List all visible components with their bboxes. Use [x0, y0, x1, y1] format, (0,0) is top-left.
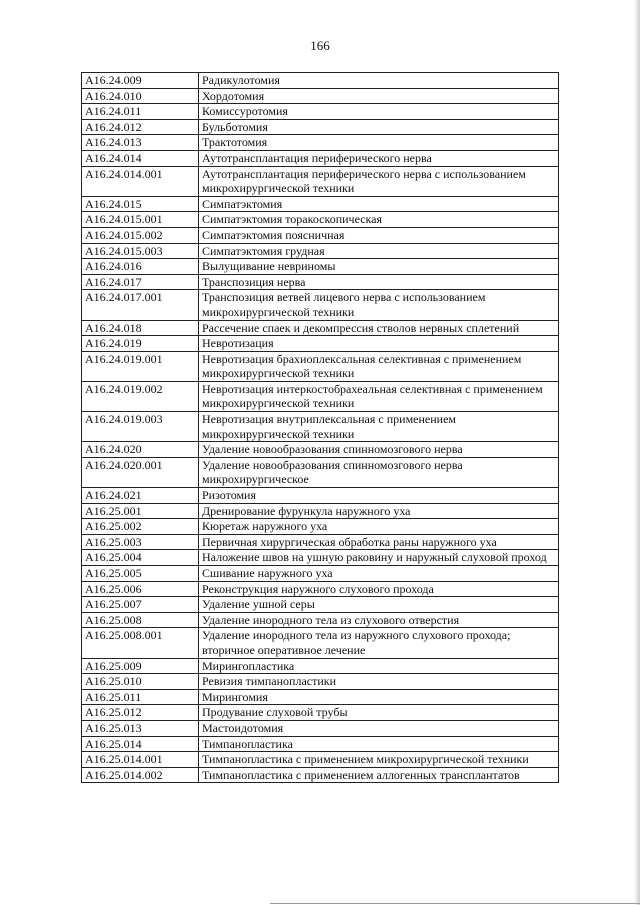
procedure-name-cell: Невротизация брахиоплексальная селективная с применением микрохирургической техники	[199, 351, 559, 381]
procedure-code-cell: A16.24.021	[82, 488, 199, 504]
table-row	[82, 566, 559, 582]
procedure-code-cell: A16.24.018	[82, 320, 199, 336]
procedure-name-cell: Комиссуротомия	[199, 104, 559, 120]
table-row	[82, 550, 559, 566]
table-row	[82, 457, 559, 487]
procedure-name-cell: Кюретаж наружного уха	[199, 519, 559, 535]
procedure-name-cell: Симпатэктомия	[199, 196, 559, 212]
table-row	[82, 720, 559, 736]
procedure-name-cell: Симпатэктомия грудная	[199, 243, 559, 259]
procedure-code-cell: A16.24.017	[82, 274, 199, 290]
procedure-name-cell: Симпатэктомия торакоскопическая	[199, 212, 559, 228]
table-row	[82, 534, 559, 550]
procedure-code-cell: A16.25.003	[82, 534, 199, 550]
table-row	[82, 519, 559, 535]
scan-edge-shadow	[634, 0, 640, 905]
table-row	[82, 674, 559, 690]
procedure-code-cell: A16.25.013	[82, 720, 199, 736]
table-row	[82, 320, 559, 336]
procedure-code-cell: A16.24.015	[82, 196, 199, 212]
table-row	[82, 581, 559, 597]
procedure-name-cell: Удаление новообразования спинномозгового нерва	[199, 442, 559, 458]
table-row	[82, 767, 559, 783]
table-row	[82, 705, 559, 721]
procedure-code-cell: A16.24.011	[82, 104, 199, 120]
table-row	[82, 135, 559, 151]
procedure-name-cell: Тимпанопластика	[199, 736, 559, 752]
table-row	[82, 104, 559, 120]
procedure-code-cell: A16.24.013	[82, 135, 199, 151]
table-row	[82, 412, 559, 442]
procedure-name-cell: Реконструкция наружного слухового прохода	[199, 581, 559, 597]
procedure-code-cell: A16.25.001	[82, 503, 199, 519]
procedure-name-cell: Продувание слуховой трубы	[199, 705, 559, 721]
procedure-name-cell: Аутотрансплантация периферического нерва с использованием микрохирургической техники	[199, 166, 559, 196]
procedure-name-cell: Ризотомия	[199, 488, 559, 504]
procedure-code-cell: A16.25.010	[82, 674, 199, 690]
procedure-name-cell: Мирингомия	[199, 689, 559, 705]
procedure-codes-table	[81, 72, 559, 783]
table-row	[82, 166, 559, 196]
procedure-name-cell: Невротизация внутриплексальная с применением микрохирургической техники	[199, 412, 559, 442]
procedure-name-cell: Вылущивание невриномы	[199, 259, 559, 275]
procedure-name-cell: Транспозиция ветвей лицевого нерва с использованием микрохирургической техники	[199, 290, 559, 320]
procedure-code-cell: A16.25.014	[82, 736, 199, 752]
procedure-name-cell: Удаление новообразования спинномозгового нерва микрохирургическое	[199, 457, 559, 487]
procedure-name-cell: Невротизация интеркостобрахеальная селективная с применением микрохирургической техники	[199, 381, 559, 411]
table-row	[82, 752, 559, 768]
procedure-code-cell: A16.25.005	[82, 566, 199, 582]
procedure-code-cell: A16.25.011	[82, 689, 199, 705]
procedure-code-cell: A16.25.002	[82, 519, 199, 535]
table-row	[82, 612, 559, 628]
procedure-codes-body	[82, 73, 559, 783]
table-row	[82, 628, 559, 658]
procedure-code-cell: A16.24.020	[82, 442, 199, 458]
procedure-code-cell: A16.25.009	[82, 658, 199, 674]
table-row	[82, 442, 559, 458]
table-row	[82, 119, 559, 135]
procedure-name-cell: Тимпанопластика с применением аллогенных трансплантатов	[199, 767, 559, 783]
table-row	[82, 736, 559, 752]
procedure-code-cell: A16.24.014	[82, 150, 199, 166]
procedure-name-cell: Хордотомия	[199, 88, 559, 104]
procedure-code-cell: A16.25.008.001	[82, 628, 199, 658]
procedure-name-cell: Мирингопластика	[199, 658, 559, 674]
procedure-name-cell: Невротизация	[199, 336, 559, 352]
procedure-code-cell: A16.25.007	[82, 597, 199, 613]
procedure-name-cell: Аутотрансплантация периферического нерва	[199, 150, 559, 166]
procedure-code-cell: A16.24.015.001	[82, 212, 199, 228]
table-row	[82, 150, 559, 166]
procedure-code-cell: A16.24.015.003	[82, 243, 199, 259]
procedure-code-cell: A16.25.012	[82, 705, 199, 721]
procedure-name-cell: Радикулотомия	[199, 73, 559, 89]
table-row	[82, 503, 559, 519]
procedure-code-cell: A16.24.017.001	[82, 290, 199, 320]
procedure-code-cell: A16.24.020.001	[82, 457, 199, 487]
procedure-name-cell: Удаление ушной серы	[199, 597, 559, 613]
procedure-name-cell: Мастоидотомия	[199, 720, 559, 736]
procedure-code-cell: A16.24.010	[82, 88, 199, 104]
table-row	[82, 658, 559, 674]
procedure-code-cell: A16.24.012	[82, 119, 199, 135]
procedure-name-cell: Бульботомия	[199, 119, 559, 135]
procedure-name-cell: Наложение швов на ушную раковину и наружный слуховой проход	[199, 550, 559, 566]
procedure-name-cell: Первичная хирургическая обработка раны наружного уха	[199, 534, 559, 550]
table-row	[82, 488, 559, 504]
table-row	[82, 196, 559, 212]
table-row	[82, 597, 559, 613]
table-row	[82, 259, 559, 275]
scan-edge-line	[270, 903, 640, 904]
table-row	[82, 381, 559, 411]
procedure-code-cell: A16.24.014.001	[82, 166, 199, 196]
procedure-name-cell: Рассечение спаек и декомпрессия стволов нервных сплетений	[199, 320, 559, 336]
procedure-code-cell: A16.24.019.003	[82, 412, 199, 442]
procedure-code-cell: A16.25.006	[82, 581, 199, 597]
table-row	[82, 274, 559, 290]
procedure-code-cell: A16.25.014.002	[82, 767, 199, 783]
table-row	[82, 88, 559, 104]
table-row	[82, 689, 559, 705]
procedure-code-cell: A16.24.019.001	[82, 351, 199, 381]
procedure-code-cell: A16.25.004	[82, 550, 199, 566]
procedure-name-cell: Трактотомия	[199, 135, 559, 151]
table-row	[82, 212, 559, 228]
procedure-name-cell: Транспозиция нерва	[199, 274, 559, 290]
procedure-name-cell: Тимпанопластика с применением микрохирургической техники	[199, 752, 559, 768]
procedure-code-cell: A16.25.014.001	[82, 752, 199, 768]
procedure-name-cell: Удаление инородного тела из наружного слухового прохода; вторичное оперативное лечение	[199, 628, 559, 658]
procedure-name-cell: Сшивание наружного уха	[199, 566, 559, 582]
procedure-code-cell: A16.24.015.002	[82, 227, 199, 243]
procedure-code-cell: A16.25.008	[82, 612, 199, 628]
table-row	[82, 351, 559, 381]
procedure-code-cell: A16.24.009	[82, 73, 199, 89]
procedure-name-cell: Удаление инородного тела из слухового отверстия	[199, 612, 559, 628]
table-row	[82, 227, 559, 243]
procedure-code-cell: A16.24.019	[82, 336, 199, 352]
procedure-code-cell: A16.24.016	[82, 259, 199, 275]
procedure-name-cell: Ревизия тимпанопластики	[199, 674, 559, 690]
table-row	[82, 243, 559, 259]
procedure-code-cell: A16.24.019.002	[82, 381, 199, 411]
table-row	[82, 290, 559, 320]
procedure-name-cell: Симпатэктомия поясничная	[199, 227, 559, 243]
page-number: 166	[310, 38, 330, 53]
table-row	[82, 336, 559, 352]
table-row	[82, 73, 559, 89]
procedure-name-cell: Дренирование фурункула наружного уха	[199, 503, 559, 519]
